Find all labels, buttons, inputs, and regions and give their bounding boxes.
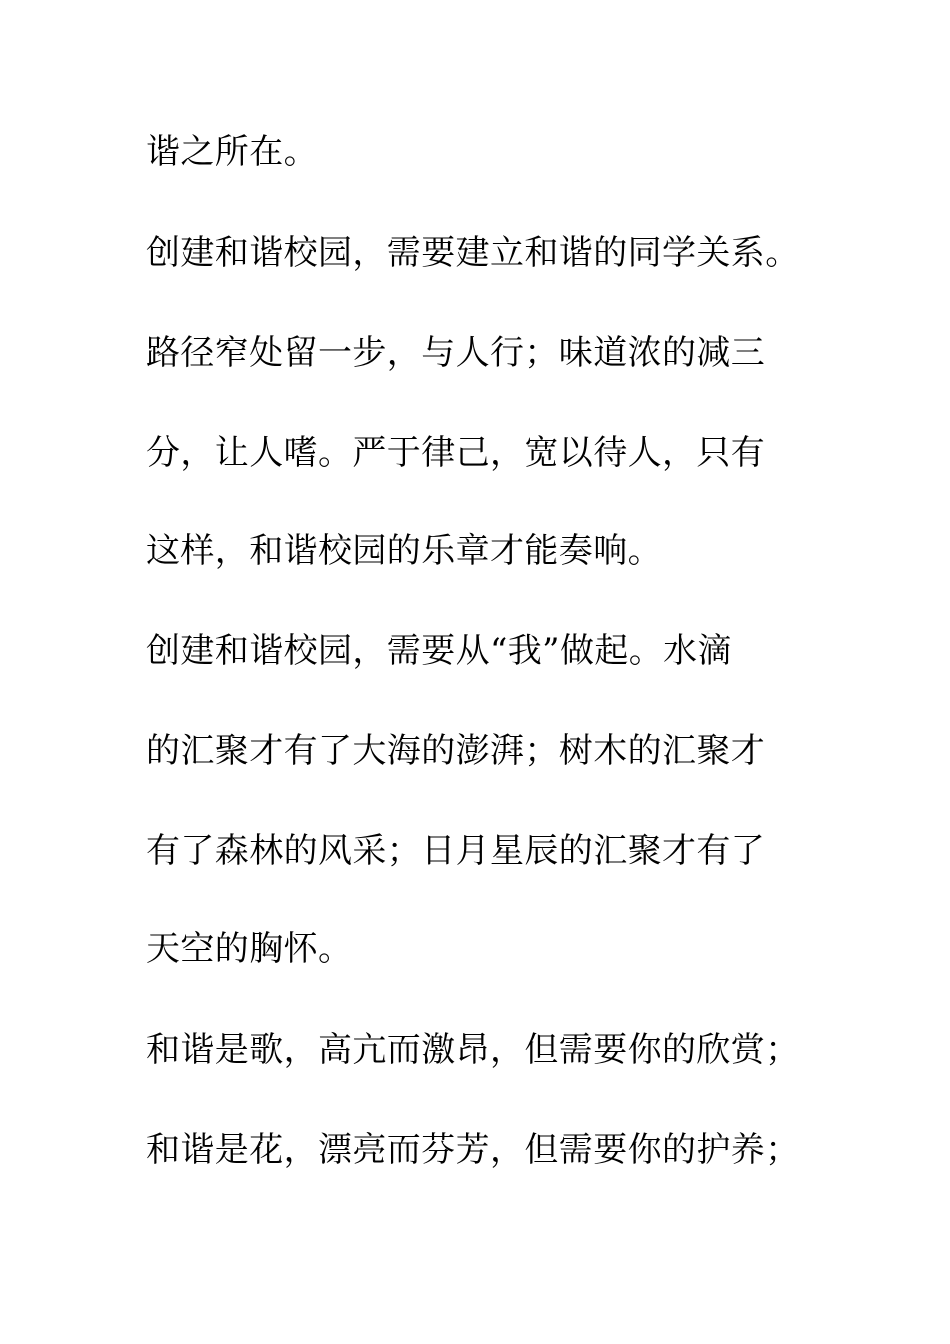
text-line-4: 分，让人嗜。严于律己，宽以待人，只有 [146, 433, 766, 473]
text-line-8: 有了森林的风采；日月星辰的汇聚才有了 [146, 831, 766, 871]
text-line-7: 的汇聚才有了大海的澎湃；树木的汇聚才 [146, 731, 766, 771]
text-line-2: 创建和谐校园，需要建立和谐的同学关系。 [146, 233, 800, 273]
text-line-9: 天空的胸怀。 [146, 929, 353, 969]
text-line-6: 创建和谐校园，需要从“我”做起。水滴 [146, 631, 732, 671]
text-line-3: 路径窄处留一步，与人行；味道浓的减三 [146, 333, 766, 373]
text-line-11: 和谐是花，漂亮而芬芳，但需要你的护养； [146, 1130, 800, 1170]
text-line-5: 这样，和谐校园的乐章才能奏响。 [146, 531, 662, 571]
text-line-1: 谐之所在。 [146, 132, 318, 172]
text-line-10: 和谐是歌，高亢而激昂，但需要你的欣赏； [146, 1030, 800, 1070]
